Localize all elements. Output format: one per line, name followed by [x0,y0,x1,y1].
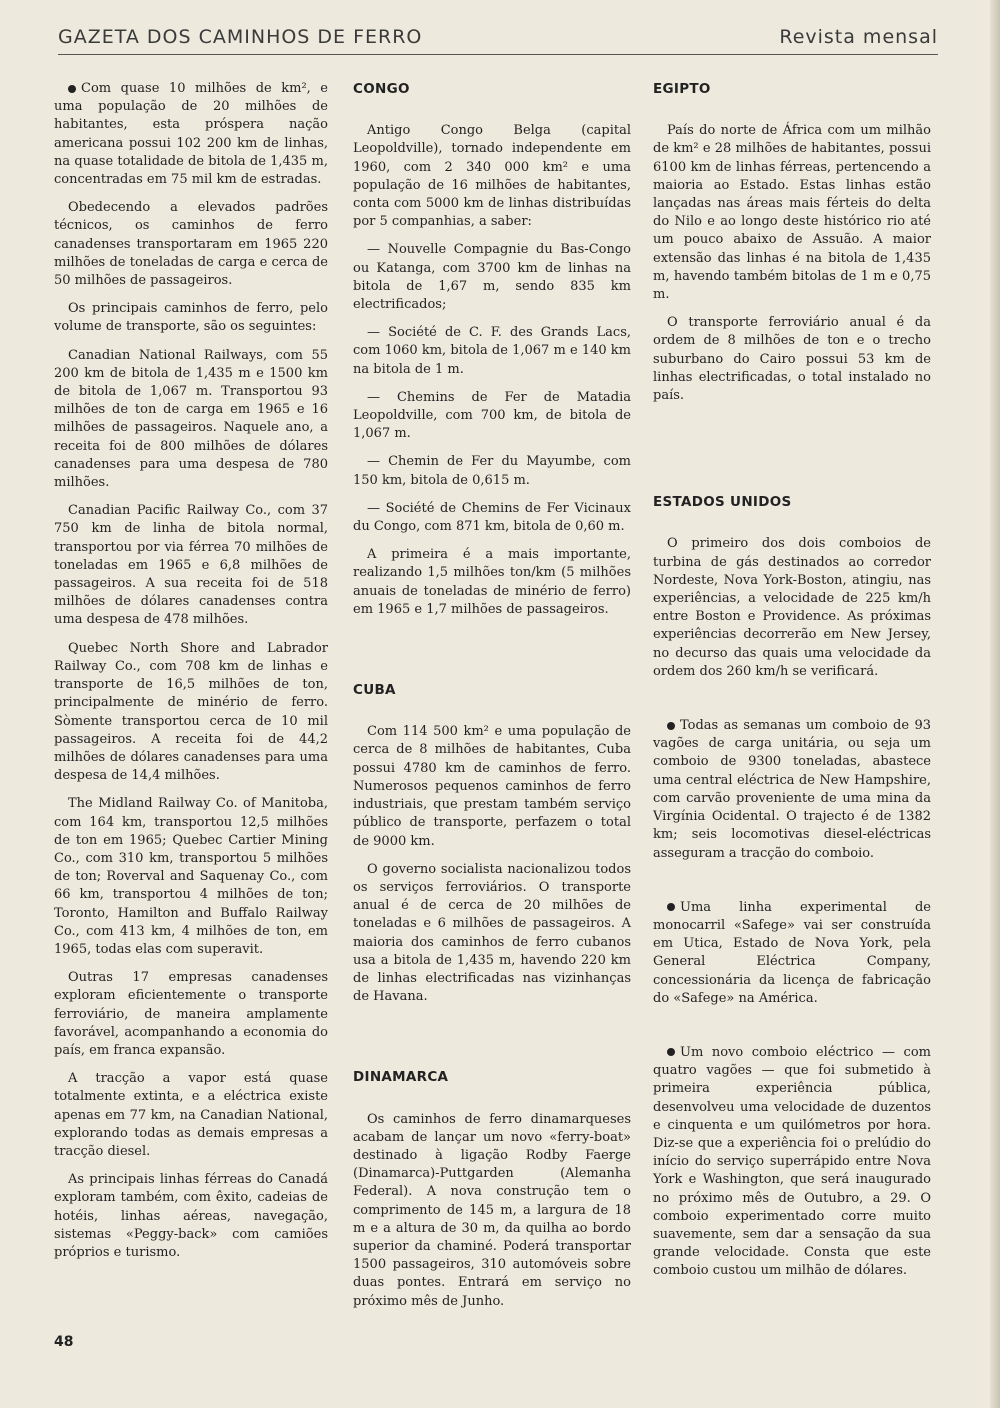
paragraph [54,1171,328,1262]
section-heading: ESTADOS UNIDOS [653,494,792,511]
article-column-3 [653,80,931,1291]
paragraph [353,453,631,489]
paragraph-text: A tracção a vapor está quase totalmente extinta, e a eléctrica existe apenas em 77 km, na Canadian National, explorando todas as demais empresas a tracção diesel. [54,1071,328,1159]
spacer [653,415,931,441]
paragraph [54,80,328,189]
spacer [653,1018,931,1044]
magazine-title: GAZETA DOS CAMINHOS DE FERRO [58,26,423,48]
paragraph [54,347,328,493]
paragraph-text: — Chemins de Fer de Matadia Leopoldville, com 700 km, de bitola de 1,067 m. [353,389,631,442]
paragraph-text: Os principais caminhos de ferro, pelo volume de transporte, são os seguintes: [54,301,328,335]
bullet-icon [667,1048,675,1056]
paragraph-text: Obedecendo a elevados padrões técnicos, os caminhos de ferro canadenses transportaram em 1965 220 milhões de toneladas de carga e cerca de 50 milhões de passageiros. [54,200,328,289]
bullet-icon [667,722,675,730]
paragraph [353,500,631,536]
spacer [353,1042,631,1068]
paragraph [653,314,931,405]
spacer [653,873,931,899]
paragraph [653,717,931,863]
paragraph [353,122,631,231]
paragraph [653,122,931,304]
paragraph [54,1070,328,1161]
section-heading: CUBA [353,682,396,699]
paragraph-text: — Nouvelle Compagnie du Bas-Congo ou Katanga, com 3700 km de linhas na bitola de 1,67 m, sendo 835 km electrificados; [353,242,631,313]
spacer [653,467,931,493]
paragraph [353,241,631,314]
paragraph [353,861,631,1007]
article-column-2 [353,80,631,1321]
page-edge-shadow [990,0,1000,1408]
paragraph-text: O transporte ferroviário anual é da ordem de 8 milhões de ton e o trecho suburbano do Cairo possui 53 km de linhas electrificadas, o total instalado no país. [653,315,931,404]
paragraph [353,324,631,379]
paragraph-text: Canadian National Railways, com 55 200 km de bitola de 1,435 m e 1500 km de bitola de 1,067 m. Transportou 93 milhões de ton de carga em 1965 e 16 milhões de passageiros. Naquele ano, a receita foi de 800 milhões de dólares canadenses para uma despesa de 780 milhões. [54,347,328,491]
page-number: 48 [54,1334,74,1350]
paragraph [54,199,328,290]
paragraph-text: — Société de C. F. des Grands Lacs, com 1060 km, bitola de 1,067 m e 140 km na bitola de 1 m. [353,325,631,377]
bullet-icon [68,85,76,93]
paragraph-text: The Midland Railway Co. of Manitoba, com 164 km, transportou 12,5 milhões de ton em 1965; Quebec Cartier Mining Co., com 310 km, transportou 5 milhões de ton; Roverval and Saquenay Co., com 66 km, transportou 4 milhões de ton; Toronto, Hamilton and Buffalo Railway Co., com 413 km, 4 milhões de ton, em 1965, todas elas com superavit. [54,796,328,957]
section-heading: EGIPTO [653,81,711,97]
spacer [353,655,631,681]
article-column-1 [54,80,328,1272]
paragraph [54,969,328,1060]
paragraph [653,899,931,1008]
page-header [58,26,938,48]
paragraph-text: Os caminhos de ferro dinamarqueses acabam de lançar um novo «ferry-boat» destinado à ligação Rodby Faerge (Dinamarca)-Puttgarden (Alemanha Federal). A nova construção tem o comprimento de 145 m, a largura de 18 m e a altura de 30 m, da quilha ao bordo superior da chaminé. Poderá transportar 1500 passageiros, 310 automóveis sobre duas pontes. Entrará em serviço no próximo mês de Junho. [353,1111,631,1309]
paragraph [653,1044,931,1281]
paragraph [353,546,631,619]
paragraph-text: Canadian Pacific Railway Co., com 37 750 km de linha de bitola normal, transportou por via férrea 70 milhões de toneladas em 1965 e 6,8 milhões de passageiros. A sua receita foi de 518 milhões de dólares canadenses contra uma despesa de 478 milhões. [54,503,328,628]
paragraph [54,795,328,959]
paragraph-text: — Société de Chemins de Fer Vicinaux du Congo, com 871 km, bitola de 0,60 m. [353,500,631,535]
paragraph-text: Com quase 10 milhões de km², e uma população de 20 milhões de habitantes, esta próspera nação americana possui 102 200 km de linhas, na quase totalidade de bitola de 1,435 m, concentradas em 75 mil km de estradas. [54,81,328,188]
paragraph-text: Com 114 500 km² e uma população de cerca de 8 milhões de habitantes, Cuba possui 4780 km de caminhos de ferro. Numerosos pequenos caminhos de ferro industriais, que prestam também serviço público de transporte, perfazem o total de 9000 km. [353,724,631,849]
paragraph-text: Outras 17 empresas canadenses exploram eficientemente o transporte ferroviário, de maneira amplamente favorável, acompanhando a economia do país, em franca expansão. [54,970,328,1058]
paragraph [353,1111,631,1311]
spacer [353,1016,631,1042]
paragraph [54,640,328,786]
paragraph-text: As principais linhas férreas do Canadá exploram também, com êxito, cadeias de hotéis, linhas aéreas, navegação, sistemas «Peggy-back» com camiões próprios e turismo. [54,1172,328,1260]
paragraph-text: País do norte de África com um milhão de km² e 28 milhões de habitantes, possui 6100 km de linhas férreas, pertencendo a maioria ao Estado. Estas linhas estão lançadas nas áreas mais férteis do delta do Nilo e ao longo deste histórico rio até um pouco abaixo de Assuão. A maior extensão das linhas é na bitola de 1,435 m, havendo também bitolas de 1 m e 0,75 m. [653,123,931,303]
paragraph-text: Quebec North Shore and Labrador Railway Co., com 708 km de linhas e transporte de 16,5 milhões de ton, principalmente de minério de ferro. Sòmente transportou cerca de 10 mil passageiros. A receita foi de 44,2 milhões de dólares canadenses para uma despesa de 14,4 milhões. [54,640,328,784]
paragraph [54,502,328,629]
paragraph-text: Todas as semanas um comboio de 93 vagões de carga unitária, ou seja um comboio de 9300 toneladas, abastece uma central eléctrica de New Hampshire, com carvão proveniente de uma mina da Virgínia Ocidental. O trajecto é de 1382 km; seis locomotivas diesel-eléctricas asseguram a tracção do comboio. [653,718,931,861]
paragraph-text: O primeiro dos dois comboios de turbina de gás destinados ao corredor Nordeste, Nova York-Boston, atingiu, nas experiências, a velocidade de 225 km/h entre Boston e Providence. As próximas experiências decorrerão em New Jersey, no decurso das quais uma velocidade da ordem dos 260 km/h se verificará. [653,536,931,679]
spacer [353,629,631,655]
paragraph [54,300,328,336]
paragraph [353,389,631,444]
paragraph-text: Uma linha experimental de monocarril «Safege» vai ser construída em Utica, Estado de Nova York, pela General Eléctrica Company, concessionária da licença de fabricação do «Safege» na América. [653,899,931,1006]
paragraph [653,535,931,681]
spacer [653,441,931,467]
paragraph-text: A primeira é a mais importante, realizando 1,5 milhões ton/km (5 milhões anuais de toneladas de minério de ferro) em 1965 e 1,7 milhões de passageiros. [353,547,631,617]
paragraph-text: Um novo comboio eléctrico — com quatro vagões — que foi submetido à primeira experiência pública, desenvolveu uma velocidade de duzentos e cinquenta e um quilómetros por hora. Diz-se que a experiência foi o prelúdio do início do serviço superrápido entre Nova York e Washington, que será inaugurado no próximo mês de Outubro, a 29. O comboio experimentado corre muito suavemente, sem dar a sensação da sua grande velocidade. Consta que este comboio custou um milhão de dólares. [653,1044,931,1279]
section-heading: DINAMARCA [353,1069,449,1086]
header-divider [58,54,938,55]
paragraph-text: O governo socialista nacionalizou todos os serviços ferroviários. O transporte anual é de cerca de 20 milhões de toneladas e 6 milhões de passageiros. A maioria dos caminhos de ferro cubanos usa a bitola de 1,435 m, havendo 220 km de linhas electrificadas nas vizinhanças de Havana. [353,861,631,1005]
magazine-subtitle: Revista mensal [779,26,938,48]
bullet-icon [667,903,675,911]
paragraph-text: Antigo Congo Belga (capital Leopoldville), tornado independente em 1960, com 2 340 000 km² e uma população de 16 milhões de habitantes, conta com 5000 km de linhas distribuídas por 5 companhias, a saber: [353,123,631,230]
section-heading: CONGO [353,81,410,97]
spacer [653,691,931,717]
paragraph-text: — Chemin de Fer du Mayumbe, com 150 km, bitola de 0,615 m. [353,454,631,488]
paragraph [353,723,631,850]
